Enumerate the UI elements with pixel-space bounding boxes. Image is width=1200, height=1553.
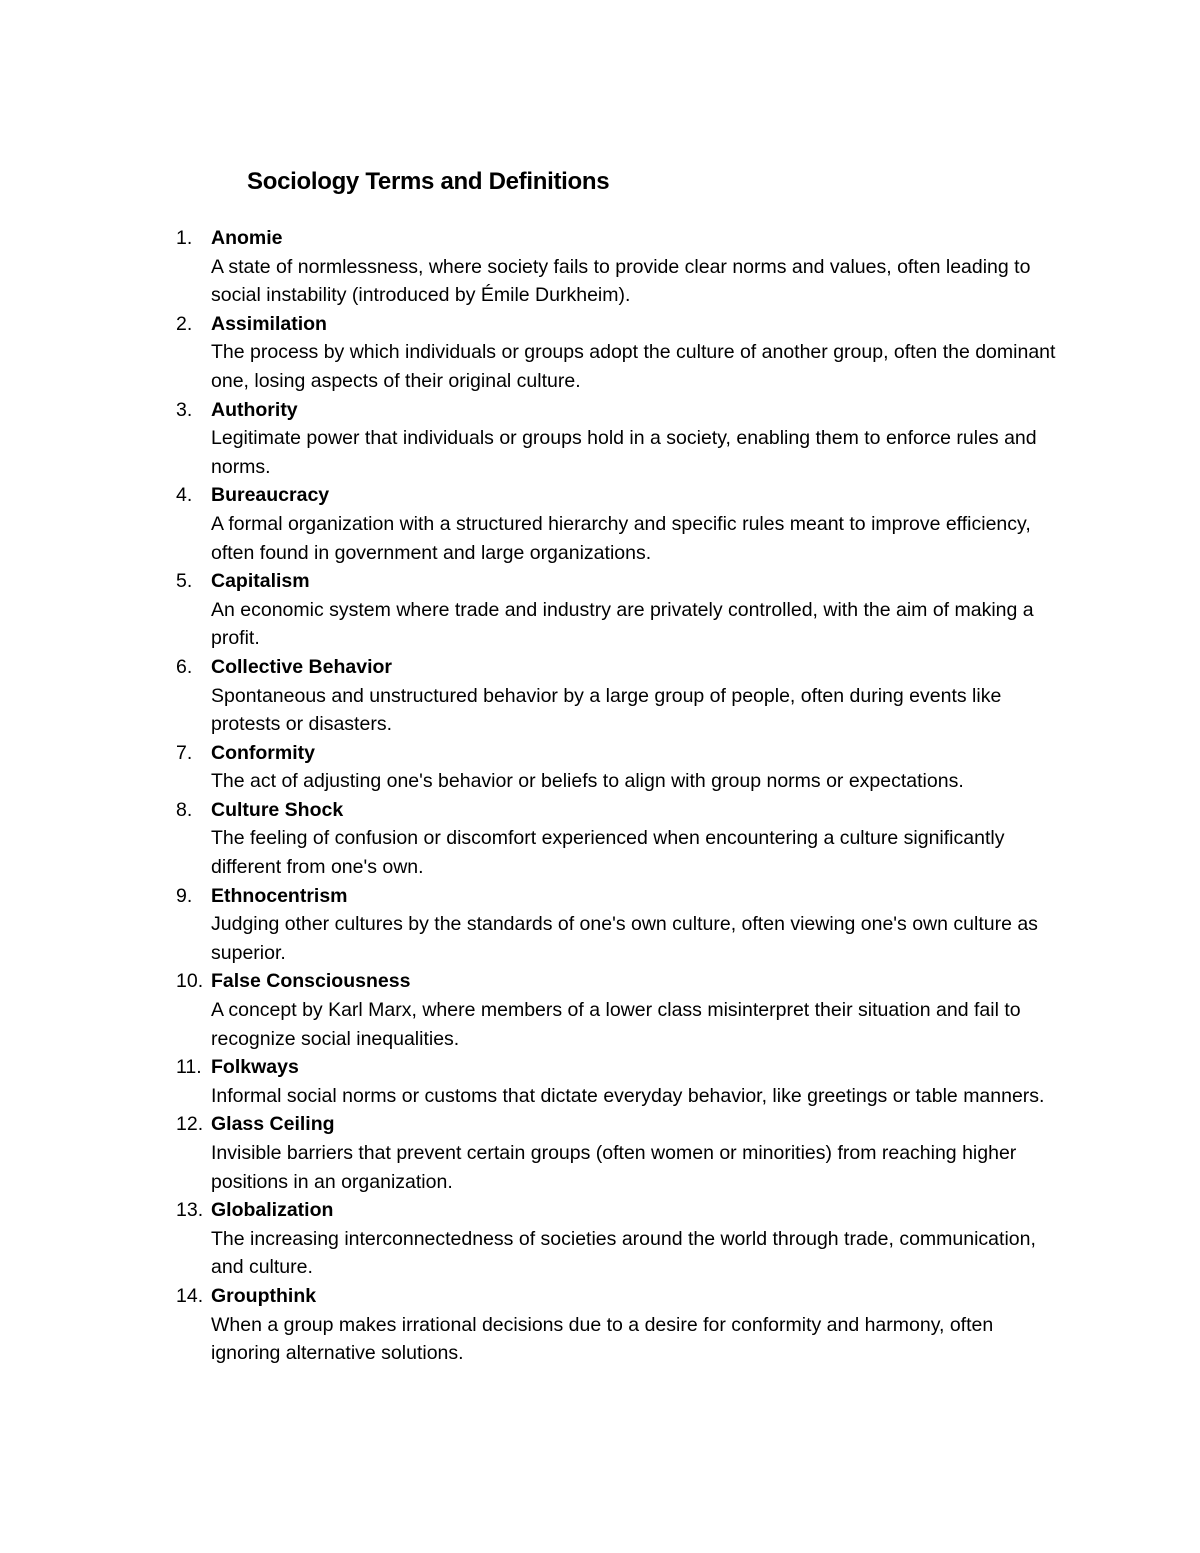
term-number: 8. <box>176 798 193 821</box>
term-list-item <box>0 567 1200 653</box>
term-name: Collective Behavior <box>211 655 392 678</box>
term-list-item <box>0 967 1200 1053</box>
term-definition: The act of adjusting one's behavior or beliefs to align with group norms or expectations. <box>211 770 964 793</box>
term-name: Bureaucracy <box>211 484 330 507</box>
term-body <box>211 1196 1061 1282</box>
term-name: False Consciousness <box>211 970 411 993</box>
term-list-item <box>0 1053 1200 1110</box>
term-definition: When a group makes irrational decisions due to a desire for conformity and harmony, often ignoring alternative solutions. <box>211 1313 994 1365</box>
term-number: 9. <box>176 884 193 907</box>
term-definition: The increasing interconnectedness of societies around the world through trade, communication, and culture. <box>211 1227 1036 1279</box>
term-name: Glass Ceiling <box>211 1113 335 1136</box>
term-definition: A concept by Karl Marx, where members of a lower class misinterpret their situation and fail to recognize social inequalities. <box>211 999 1021 1050</box>
term-number: 12. <box>176 1113 204 1136</box>
term-definition: A state of normlessness, where society fails to provide clear norms and values, often leading to social instability (introduced by Émile Durkheim). <box>211 255 1031 307</box>
term-name: Anomie <box>211 227 283 249</box>
term-list-item <box>0 1282 1200 1368</box>
term-list-item <box>0 224 1200 310</box>
term-definition: Invisible barriers that prevent certain groups (often women or minorities) from reaching higher positions in an organization. <box>211 1142 1017 1193</box>
term-name: Capitalism <box>211 570 310 593</box>
term-body <box>211 224 1061 310</box>
term-body <box>211 1110 1061 1196</box>
term-definition: Legitimate power that individuals or groups hold in a society, enabling them to enforce rules and norms. <box>211 427 1037 478</box>
term-body <box>211 882 1061 968</box>
term-definition: Informal social norms or customs that dictate everyday behavior, like greetings or table manners. <box>211 1084 1045 1107</box>
term-number: 14. <box>176 1284 204 1307</box>
term-number: 11. <box>176 1056 202 1079</box>
term-body <box>211 1282 1061 1368</box>
term-definition: An economic system where trade and industry are privately controlled, with the aim of making a profit. <box>211 598 1034 650</box>
term-definition: Spontaneous and unstructured behavior by a large group of people, often during events like protests or disasters. <box>211 684 1002 736</box>
term-number: 3. <box>176 398 193 421</box>
term-name: Globalization <box>211 1199 334 1222</box>
term-number: 2. <box>176 312 193 335</box>
term-definition: The process by which individuals or groups adopt the culture of another group, often the dominant one, losing aspects of their original culture. <box>211 341 1056 392</box>
term-number: 7. <box>176 741 193 764</box>
term-body <box>211 396 1061 482</box>
term-list-item <box>0 882 1200 968</box>
term-body <box>211 739 1061 796</box>
term-number: 1. <box>176 227 193 249</box>
term-body <box>211 310 1061 396</box>
term-list-item <box>0 310 1200 396</box>
term-body <box>211 796 1061 882</box>
term-number: 6. <box>176 655 193 678</box>
term-list-item <box>0 796 1200 882</box>
term-definition: A formal organization with a structured hierarchy and specific rules meant to improve efficiency, often found in government and large organizations. <box>211 512 1031 564</box>
term-list-item <box>0 481 1200 567</box>
document-title: Sociology Terms and Definitions <box>247 168 610 195</box>
term-name: Authority <box>211 398 298 421</box>
term-list-item <box>0 396 1200 482</box>
term-number: 4. <box>176 484 193 507</box>
term-name: Folkways <box>211 1056 299 1079</box>
term-list-item <box>0 739 1200 796</box>
term-number: 13. <box>176 1199 204 1222</box>
term-number: 10. <box>176 970 204 993</box>
term-number: 5. <box>176 570 193 593</box>
term-list-item <box>0 1110 1200 1196</box>
term-body <box>211 567 1061 653</box>
term-list-item <box>0 1196 1200 1282</box>
term-name: Conformity <box>211 741 315 764</box>
term-definition: The feeling of confusion or discomfort experienced when encountering a culture significantly different from one's own. <box>211 827 1005 879</box>
term-name: Groupthink <box>211 1284 317 1307</box>
term-body <box>211 1053 1061 1110</box>
term-name: Ethnocentrism <box>211 884 348 907</box>
term-list-item <box>0 653 1200 739</box>
term-body <box>211 967 1061 1053</box>
term-body <box>211 481 1061 567</box>
terms-list <box>0 224 1200 1368</box>
term-name: Culture Shock <box>211 798 344 821</box>
term-body <box>211 653 1061 739</box>
term-name: Assimilation <box>211 312 327 335</box>
term-definition: Judging other cultures by the standards of one's own culture, often viewing one's own culture as superior. <box>211 913 1038 964</box>
